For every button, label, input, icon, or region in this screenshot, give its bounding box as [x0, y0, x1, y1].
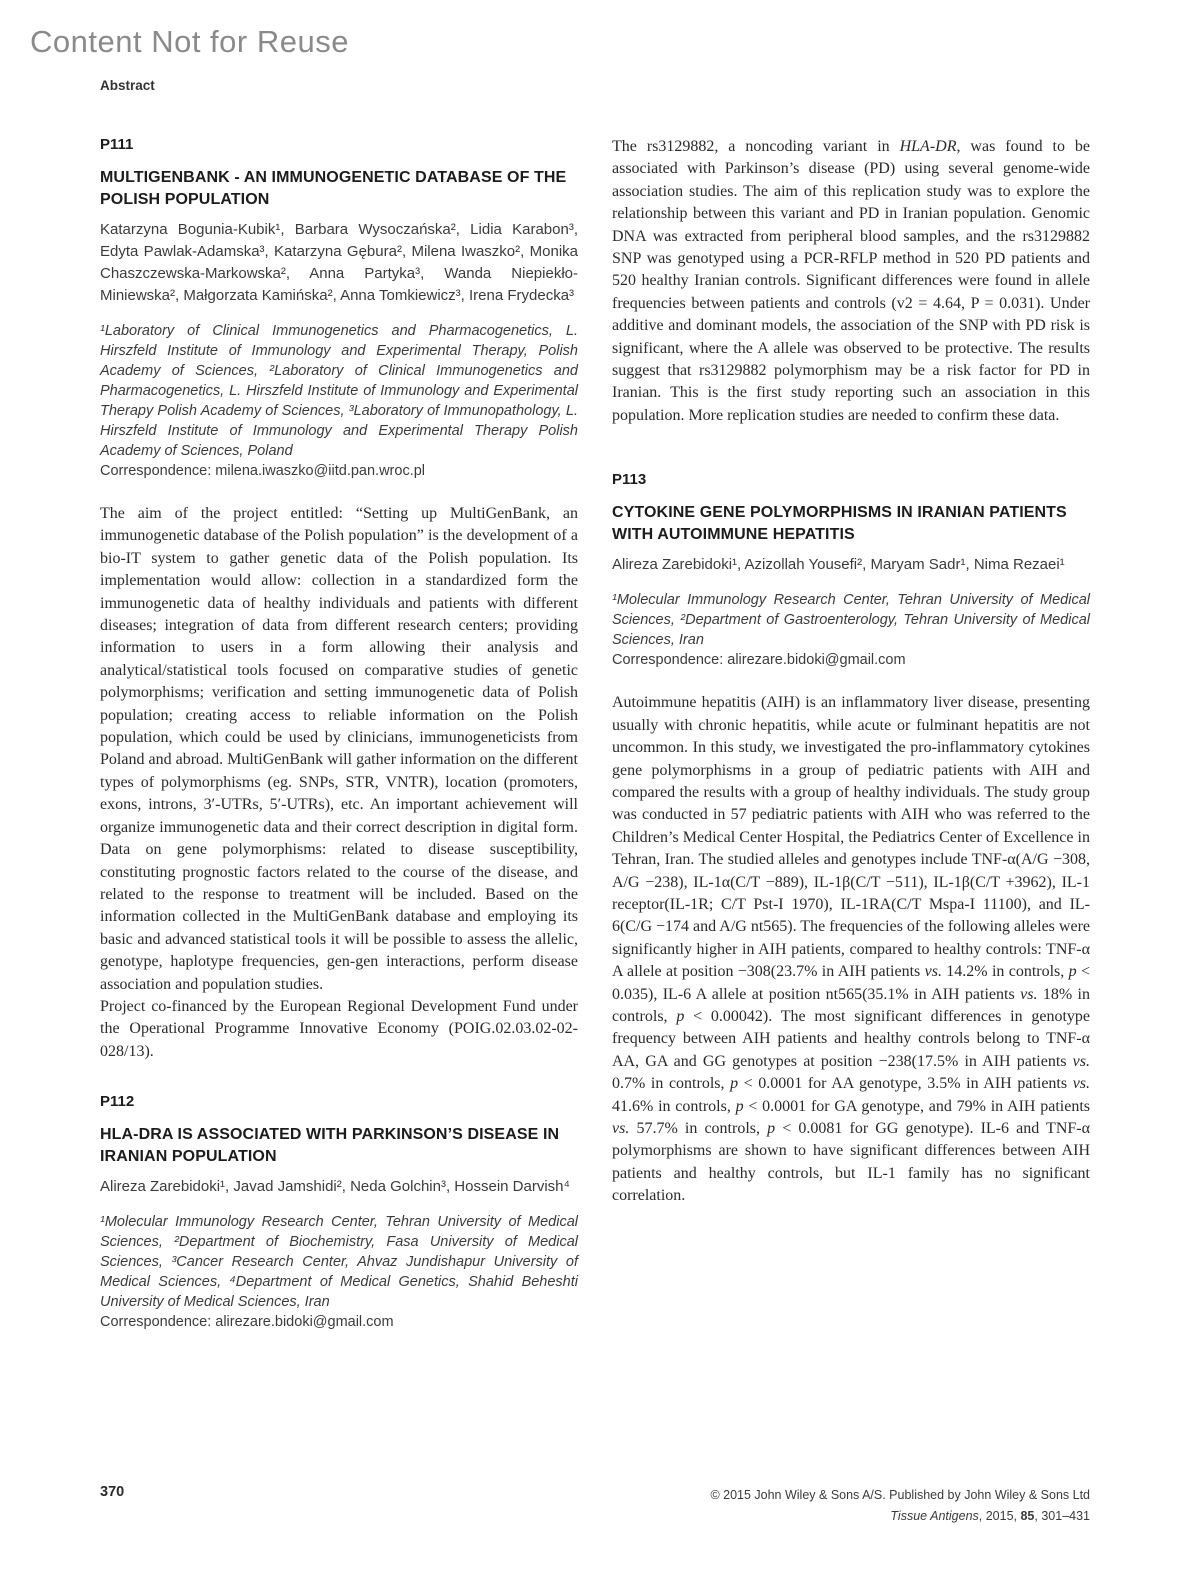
abstract-title-p111: MULTIGENBANK - AN IMMUNOGENETIC DATABASE OF THE POLISH POPULATION	[100, 169, 567, 208]
content-not-for-reuse-watermark: Content Not for Reuse	[30, 24, 349, 59]
affiliation-list-p112: ¹Molecular Immunology Research Center, Tehran University of Medical Sciences, ²Department of Biochemistry, Fasa University of Medical Sciences, ³Cancer Research Center, Ahvaz Jundishapur University of Medical Sciences, ⁴Department of Medical Genetics, Shahid Beheshti University of Medical Sciences, Iran	[100, 1214, 578, 1311]
two-column-layout	[100, 136, 1090, 1354]
footer	[710, 1485, 1090, 1527]
abstract-body-p113: Autoimmune hepatitis (AIH) is an inflammatory liver disease, presenting usually with chronic hepatitis, while acute or fulminant hepatitis are not uncommon. In this study, we investigated the pro-inflammatory cytokines gene polymorphisms in a group of pediatric patients with AIH and compared the results with a group of healthy individuals. The study group was conducted in 57 pediatric patients with AIH who was referred to the Children’s Medical Center Hospital, the Pediatrics Center of Excellence in Tehran, Iran. The studied alleles and genotypes include TNF-α(A/G −308, A/G −238), IL-1α(C/T −889), IL-1β(C/T −511), IL-1β(C/T +3962), IL-1 receptor(IL-1R; C/T Pst-I 1970), IL-1RA(C/T Mspa-I 11100), and IL-6(C/G −174 and A/G nt565). The frequencies of the following alleles were significantly higher in AIH patients, compared to healthy controls: TNF-α A allele at position −308(23.7% in AIH patients vs. 14.2% in controls, p < 0.035), IL-6 A allele at position nt565(35.1% in AIH patients vs. 18% in controls, p < 0.00042). The most significant differences in genotype frequency between AIH patients and healthy controls belong to TNF-α AA, GA and GG genotypes at position −238(17.5% in AIH patients vs. 0.7% in controls, p < 0.0001 for AA genotype, 3.5% in AIH patients vs. 41.6% in controls, p < 0.0001 for GA genotype, and 79% in AIH patients vs. 57.7% in controls, p < 0.0081 for GG genotype). IL-6 and TNF-α polymorphisms are shown to have significant differences between AIH patients and healthy controls, but IL-1 family has no significant correlation.	[612, 694, 1091, 1205]
author-list-p112: Alireza Zarebidoki¹, Javad Jamshidi², Neda Golchin³, Hossein Darvish⁴	[100, 1178, 570, 1196]
affiliation-list-p113: ¹Molecular Immunology Research Center, Tehran University of Medical Sciences, ²Department of Gastroenterology, Tehran University of Medical Sciences, Iran	[612, 592, 1090, 649]
author-list-p111: Katarzyna Bogunia-Kubik¹, Barbara Wysoczańska², Lidia Karabon³, Edyta Pawlak-Adamska³, Katarzyna Gębura², Milena Iwaszko², Monika Chaszczewska-Markowska², Anna Partyka³, Wanda Niepiekło-Miniewska², Małgorzata Kamińska², Anna Tomkiewicz³, Irena Frydecka³	[100, 221, 578, 304]
abstract-body-p111-paragraph-2: Project co-financed by the European Regional Development Fund under the Operational Programme Innovative Economy (POIG.02.03.02-02-028/13).	[100, 997, 578, 1060]
abstract-number-p112: P112	[100, 1093, 135, 1111]
abstract-body-p112: The rs3129882, a noncoding variant in HLA-DR, was found to be associated with Parkinson’s disease (PD) using several genome-wide association studies. The aim of this replication study was to explore the relationship between this variant and PD in Iranian population. Genomic DNA was extracted from peripheral blood samples, and the rs3129882 SNP was genotyped using a PCR-RFLP method in 520 PD patients and 520 healthy Iranian controls. Significant differences were found in allele frequencies between patients and controls (v2 = 4.64, P = 0.031). Under additive and dominant models, the association of the SNP with PD risk is significant, where the A allele was observed to be protective. The results suggest that rs3129882 polymorphism may be a risk factor for PD in Iranian. This is the first study reporting such an association in this population. More replication studies are needed to confirm these data.	[612, 138, 1090, 424]
page-number: 370	[100, 1484, 125, 1500]
abstract-body-p111-paragraph-1: The aim of the project entitled: “Setting up MultiGenBank, an immunogenetic database of the Polish population” is the development of a bio-IT system to gather genetic data of the Polish population. Its implementation would allow: collection in a standardized form the immunogenetic data of healthy individuals and patients with different diseases; integration of data from different research centers; providing information to users in a form allowing their analysis and analytical/statistical tools focused on comparative studies of genetic polymorphisms; verification and setting immunogenetic data of Polish population; creating access to reliable information on the Polish population, which could be used by clinicians, immunogeneticists from Poland and abroad. MultiGenBank will gather information on the different types of polymorphisms (eg. SNPs, STR, VNTR), location (promoters, exons, introns, 3′-UTRs, 5′-UTRs), etc. An important achievement will organize immunogenetic data and their correct description in digital form. Data on gene polymorphisms: related to disease susceptibility, constituting prognostic factors related to the course of the disease, and related to the response to treatment will be included. Based on the information collected in the MultiGenBank database and employing its basic and advanced statistical tools it will be possible to assess the allelic, genotype, haplotype frequencies, gen-gen interactions, perform disease association and population studies.	[100, 505, 578, 993]
abstract-number-p113: P113	[612, 471, 647, 489]
running-head-abstract: Abstract	[100, 78, 155, 93]
footer-copyright: © 2015 John Wiley & Sons A/S. Published by John Wiley & Sons Ltd	[710, 1488, 1090, 1502]
abstract-title-p113: CYTOKINE GENE POLYMORPHISMS IN IRANIAN PATIENTS WITH AUTOIMMUNE HEPATITIS	[612, 504, 1067, 544]
footer-journal-reference: Tissue Antigens, 2015, 85, 301–431	[890, 1509, 1090, 1523]
left-column	[100, 136, 578, 1354]
abstract-title-p112: HLA-DRA IS ASSOCIATED WITH PARKINSON’S DISEASE IN IRANIAN POPULATION	[100, 1126, 560, 1166]
correspondence-line-p112: Correspondence: alirezare.bidoki@gmail.com	[100, 1314, 394, 1331]
correspondence-line-p113: Correspondence: alirezare.bidoki@gmail.com	[612, 652, 906, 669]
abstract-number-p111: P111	[100, 136, 134, 153]
correspondence-line-p111: Correspondence: milena.iwaszko@iitd.pan.wroc.pl	[100, 463, 426, 479]
affiliation-list-p111: ¹Laboratory of Clinical Immunogenetics and Pharmacogenetics, L. Hirszfeld Institute of Immunology and Experimental Therapy, Polish Academy of Sciences, ²Laboratory of Clinical Immunogenetics and Pharmacogenetics, L. Hirszfeld Institute of Immunology and Experimental Therapy Polish Academy of Sciences, ³Laboratory of Immunopathology, L. Hirszfeld Institute of Immunology and Experimental Therapy Polish Academy of Sciences, Poland	[100, 323, 578, 459]
right-column	[612, 136, 1090, 1354]
author-list-p113: Alireza Zarebidoki¹, Azizollah Yousefi², Maryam Sadr¹, Nima Rezaei¹	[612, 556, 1065, 574]
